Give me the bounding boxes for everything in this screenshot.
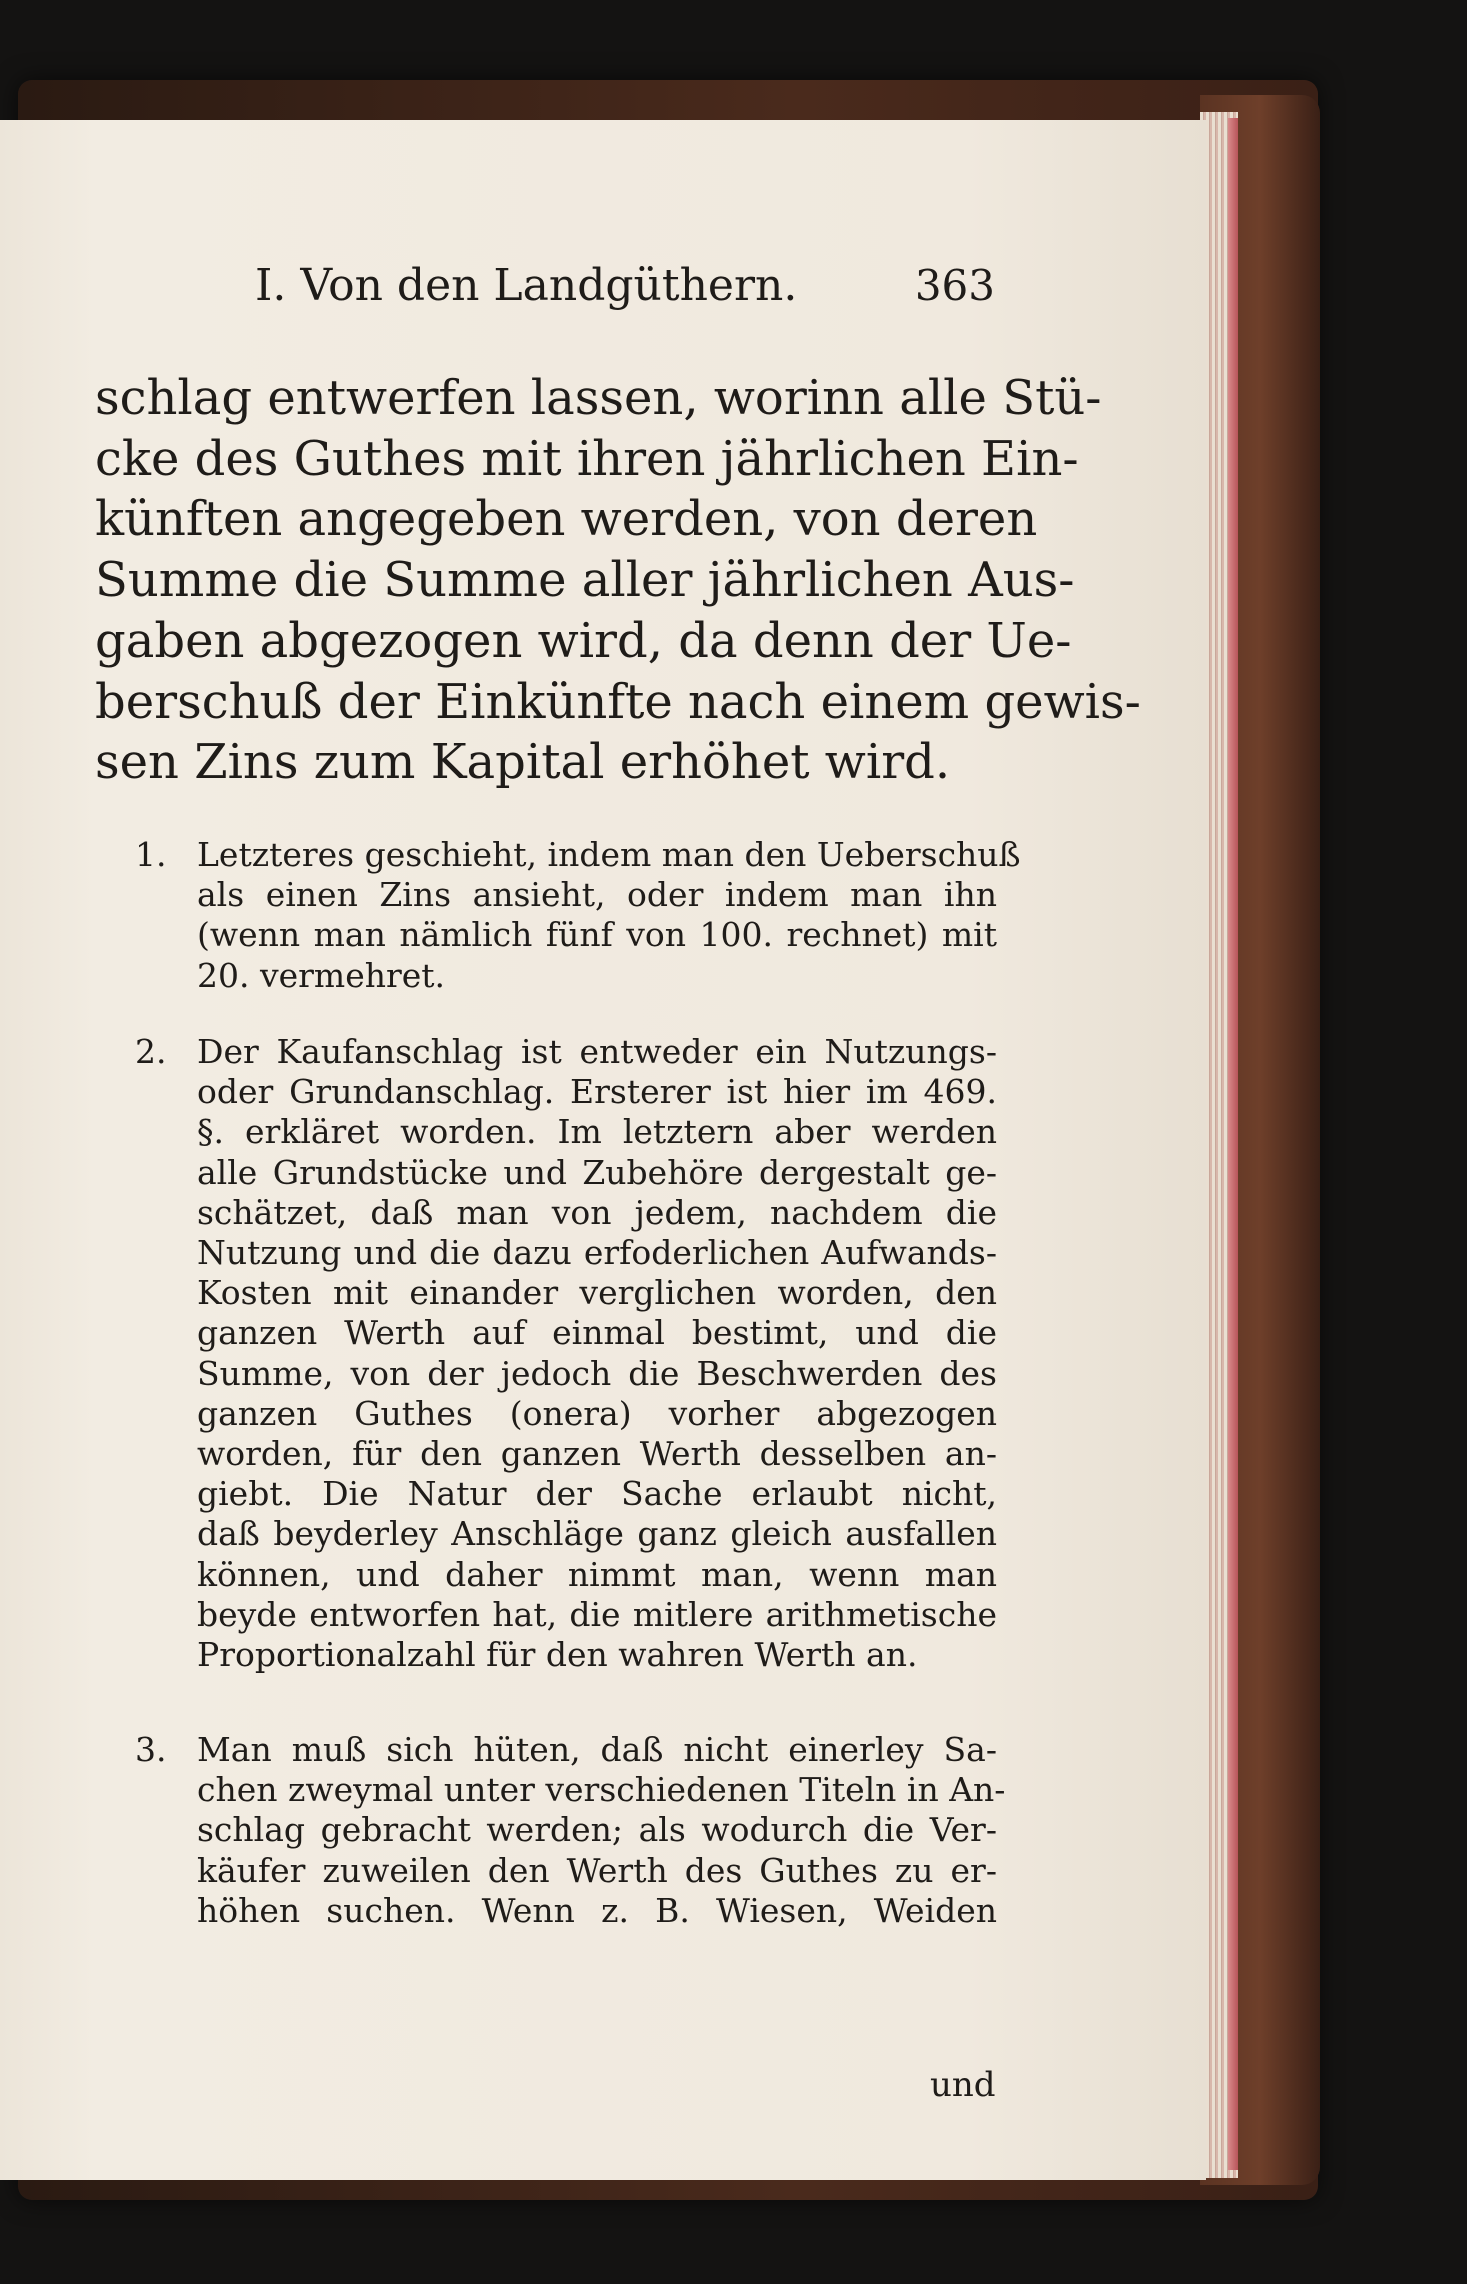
note-line: als einen Zins ansieht, oder indem man ihn [197, 875, 997, 915]
text-line: sen Zins zum Kapital erhöhet wird. [95, 734, 951, 791]
note-line: 20. vermehret. [197, 955, 446, 995]
note-number: 1. [135, 835, 167, 874]
note-line: daß beyderley Anschläge ganz gleich ausfallen [197, 1514, 997, 1554]
note-line: Nutzung und die dazu erfoderlichen Aufwands- [197, 1233, 997, 1273]
text-line: cke des Guthes mit ihren jährlichen Ein- [95, 430, 1079, 487]
text-line: gaben abgezogen wird, da denn der Ue- [95, 612, 1072, 669]
note-line: chen zweymal unter verschiedenen Titeln in An- [197, 1770, 1006, 1810]
note-line: worden, für den ganzen Werth desselben an- [197, 1434, 997, 1474]
note-line: ganzen Werth auf einmal bestimt, und die [197, 1313, 997, 1353]
note-line: Man muß sich hüten, daß nicht einerley Sa- [197, 1730, 997, 1769]
running-title: I. Von den Landgüthern. [255, 260, 798, 311]
note-number: 2. [135, 1032, 167, 1071]
note-line: Letzteres geschieht, indem man den Ueberschuß [197, 835, 1021, 874]
note-line: schlag gebracht werden; als wodurch die Ver- [197, 1810, 997, 1850]
note-line: beyde entworfen hat, die mitlere arithmetische [197, 1594, 997, 1634]
note-line: (wenn man nämlich fünf von 100. rechnet) mit [197, 915, 997, 955]
red-page-edge [1228, 118, 1238, 2170]
note-line: können, und daher nimmt man, wenn man [197, 1554, 997, 1594]
note-line: käufer zuweilen den Werth des Guthes zu er- [197, 1850, 997, 1890]
note-line: §. erkläret worden. Im letztern aber werden [197, 1112, 997, 1152]
text-line: künften angegeben werden, von deren [95, 491, 1038, 548]
note-line: giebt. Die Natur der Sache erlaubt nicht, [197, 1474, 997, 1514]
text-line: schlag entwerfen lassen, worinn alle Stü- [95, 370, 1102, 426]
text-line: Summe die Summe aller jährlichen Aus- [95, 552, 1075, 609]
page-number: 363 [914, 261, 995, 310]
note-line: höhen suchen. Wenn z. B. Wiesen, Weiden [197, 1890, 997, 1930]
note-line: Kosten mit einander verglichen worden, den [197, 1273, 997, 1313]
catchword: und [930, 2065, 996, 2105]
note-line: schätzet, daß man von jedem, nachdem die [197, 1192, 997, 1232]
book-page [0, 120, 1206, 2180]
note-line: Summe, von der jedoch die Beschwerden des [197, 1353, 997, 1393]
note-line: alle Grundstücke und Zubehöre dergestalt ge- [197, 1152, 997, 1192]
main-paragraph [95, 368, 1141, 793]
note-number: 3. [135, 1730, 167, 1769]
note-line: Der Kaufanschlag ist entweder ein Nutzungs- [197, 1032, 997, 1071]
note-line: Proportionalzahl für den wahren Werth an. [197, 1635, 918, 1675]
note-line: oder Grundanschlag. Ersterer ist hier im 469. [197, 1072, 997, 1112]
text-line: berschuß der Einkünfte nach einem gewis- [95, 673, 1141, 730]
running-header [255, 260, 995, 320]
note-line: ganzen Guthes (onera) vorher abgezogen [197, 1393, 997, 1433]
